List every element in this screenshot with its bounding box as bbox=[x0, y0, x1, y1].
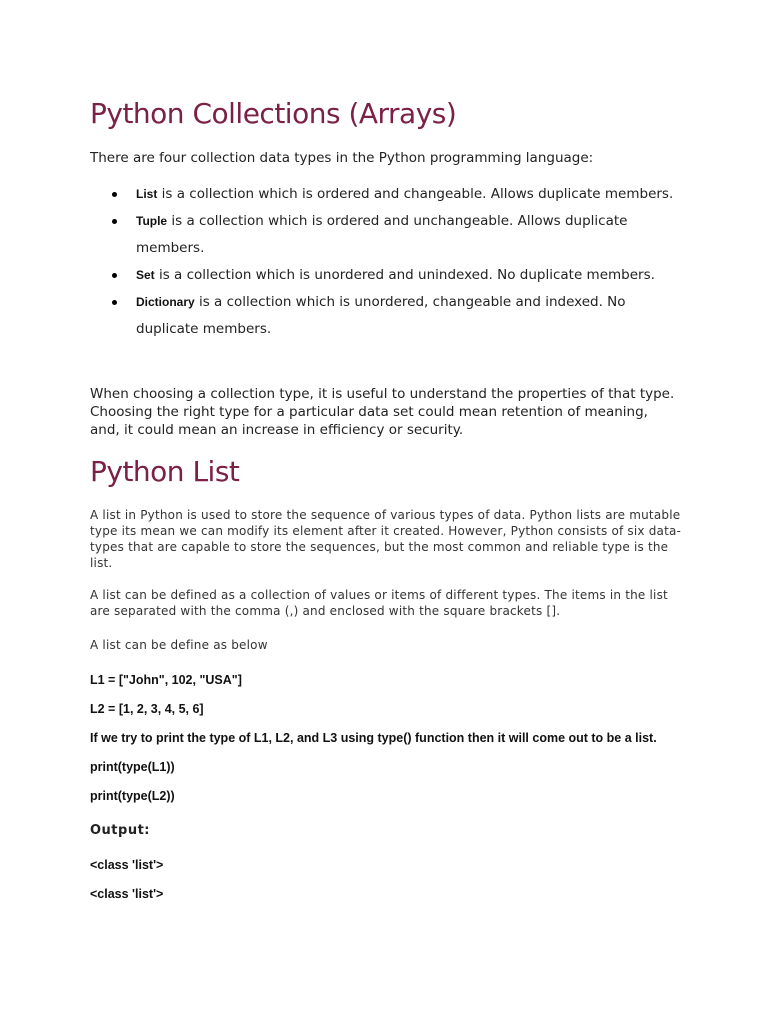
define-below-text: A list can be define as below bbox=[90, 638, 268, 652]
output-line-2: <class 'list'> bbox=[90, 887, 164, 901]
code-print-l2: print(type(L2)) bbox=[90, 789, 175, 803]
choosing-paragraph: When choosing a collection type, it is useful to understand the properties of that type. Choosing the right type for a particular data set could mean retention of meaning, and, it could mean an increase in efficiency or security. bbox=[90, 386, 675, 438]
code-line-l2: L2 = [1, 2, 3, 4, 5, 6] bbox=[90, 702, 204, 716]
code-print-l1: print(type(L1)) bbox=[90, 760, 175, 774]
list-item-set bbox=[90, 262, 690, 289]
output-label: Output: bbox=[90, 823, 150, 838]
description-tuple: is a collection which is ordered and unchangeable. Allows duplicate members. bbox=[136, 213, 628, 256]
collection-types-list bbox=[90, 181, 690, 343]
list-description-paragraph: A list in Python is used to store the sequence of various types of data. Python lists are mutable type its mean we can modify its element after it created. However, Python consists of six data-types that are capable to store the sequences, but the most common and reliable type is the list. bbox=[90, 508, 682, 570]
bullet-icon bbox=[112, 273, 117, 278]
bullet-icon bbox=[112, 219, 117, 224]
bullet-icon bbox=[112, 192, 117, 197]
list-item-tuple bbox=[90, 208, 690, 262]
description-list: is a collection which is ordered and changeable. Allows duplicate members. bbox=[157, 186, 674, 202]
heading-python-list: Python List bbox=[90, 455, 240, 488]
term-set: Set bbox=[136, 268, 155, 282]
heading-python-collections: Python Collections (Arrays) bbox=[90, 97, 457, 130]
list-definition-paragraph: A list can be defined as a collection of values or items of different types. The items in the list are separated with the comma (,) and enclosed with the square brackets []. bbox=[90, 588, 668, 618]
term-dictionary: Dictionary bbox=[136, 295, 195, 309]
term-tuple: Tuple bbox=[136, 214, 168, 228]
type-check-note: If we try to print the type of L1, L2, and L3 using type() function then it will come out to be a list. bbox=[90, 731, 657, 745]
list-item-list bbox=[90, 181, 690, 208]
code-line-l1: L1 = ["John", 102, "USA"] bbox=[90, 673, 242, 687]
bullet-icon bbox=[112, 300, 117, 305]
intro-paragraph: There are four collection data types in the Python programming language: bbox=[90, 150, 594, 166]
description-dictionary: is a collection which is unordered, changeable and indexed. No duplicate members. bbox=[136, 294, 626, 337]
description-set: is a collection which is unordered and unindexed. No duplicate members. bbox=[154, 267, 655, 283]
list-item-dictionary bbox=[90, 289, 690, 343]
output-line-1: <class 'list'> bbox=[90, 858, 164, 872]
term-list: List bbox=[136, 187, 158, 201]
